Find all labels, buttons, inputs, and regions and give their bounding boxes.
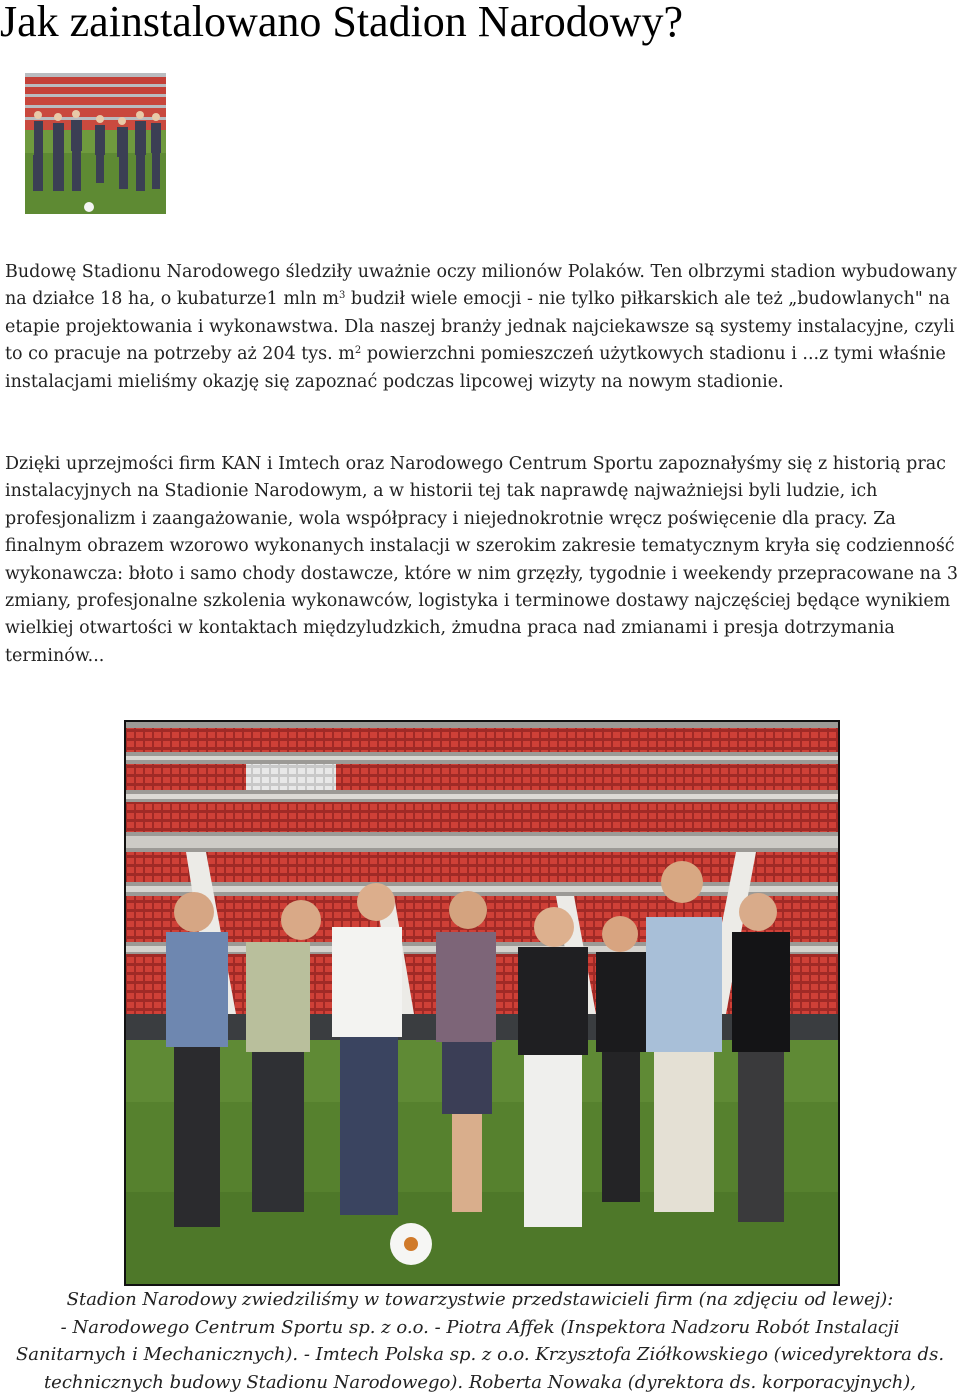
superscript-square: 2 bbox=[355, 345, 361, 356]
caption-line: Stadion Narodowy zwiedziliśmy w towarzystwie przedstawicieli firm (na zdjęciu od lewej): bbox=[0, 1286, 960, 1314]
superscript-cubic: 3 bbox=[339, 290, 345, 301]
stadium-group-photo bbox=[124, 720, 840, 1286]
caption-line: technicznych budowy Stadionu Narodowego). Roberta Nowaka (dyrektora ds. korporacyjnych), bbox=[0, 1369, 960, 1396]
intro-paragraph bbox=[5, 259, 960, 396]
intro-text-c: powierzchni pomieszczeń użytkowych stadionu i ...z tymi właśnie instalacjami mieliśmy okazję się zapoznać podczas lipcowej wizyty na nowym stadionie. bbox=[5, 344, 946, 391]
photo-caption bbox=[0, 1286, 960, 1396]
intro-text-b: budził wiele emocji - nie tylko piłkarskich ale też „budowlanych" na etapie projektowania i wykonawstwa. Dla naszej branży jednak najciekawsze są systemy instalacyjne, czyli to co pracuje na potrzeby aż 204 tys. m bbox=[5, 289, 955, 364]
group-photo-image bbox=[126, 722, 838, 1284]
caption-line: Sanitarnych i Mechanicznych). - Imtech Polska sp. z o.o. Krzysztofa Ziółkowskiego (wicedyrektora ds. bbox=[0, 1341, 960, 1369]
thumbnail-image bbox=[25, 73, 166, 214]
stadium-group-thumbnail bbox=[25, 73, 166, 214]
article-title: Jak zainstalowano Stadion Narodowy? bbox=[0, 0, 683, 47]
caption-line: - Narodowego Centrum Sportu sp. z o.o. - Piotra Affek (Inspektora Nadzoru Robót Instalacji bbox=[0, 1314, 960, 1342]
body-paragraph: Dzięki uprzejmości firm KAN i Imtech oraz Narodowego Centrum Sportu zapoznałyśmy się z historią prac instalacyjnych na Stadionie Narodowym, a w historii tej tak naprawdę najważniejsi byli ludzie, ich profesjonalizm i zaangażowanie, wola współpracy i niejednokrotnie wręcz poświęcenie dla pracy. Za finalnym obrazem wzorowo wykonanych instalacji w szerokim zakresie tematycznym kryła się codzienność wykonawcza: błoto i samo chody dostawcze, które w nim grzęzły, tygodnie i weekendy przepracowane na 3 zmiany, profesjonalne szkolenia wykonawców, logistyka i terminowe dostawy najczęściej będące wynikiem wielkiej otwartości w kontaktach międzyludzkich, żmudna praca nad zmianami i presja dotrzymania terminów... bbox=[5, 451, 960, 670]
intro-text-a: Budowę Stadionu Narodowego śledziły uważnie oczy milionów Polaków. Ten olbrzymi stadion wybudowany na działce 18 ha, o kubaturze1 mln m bbox=[5, 262, 957, 309]
